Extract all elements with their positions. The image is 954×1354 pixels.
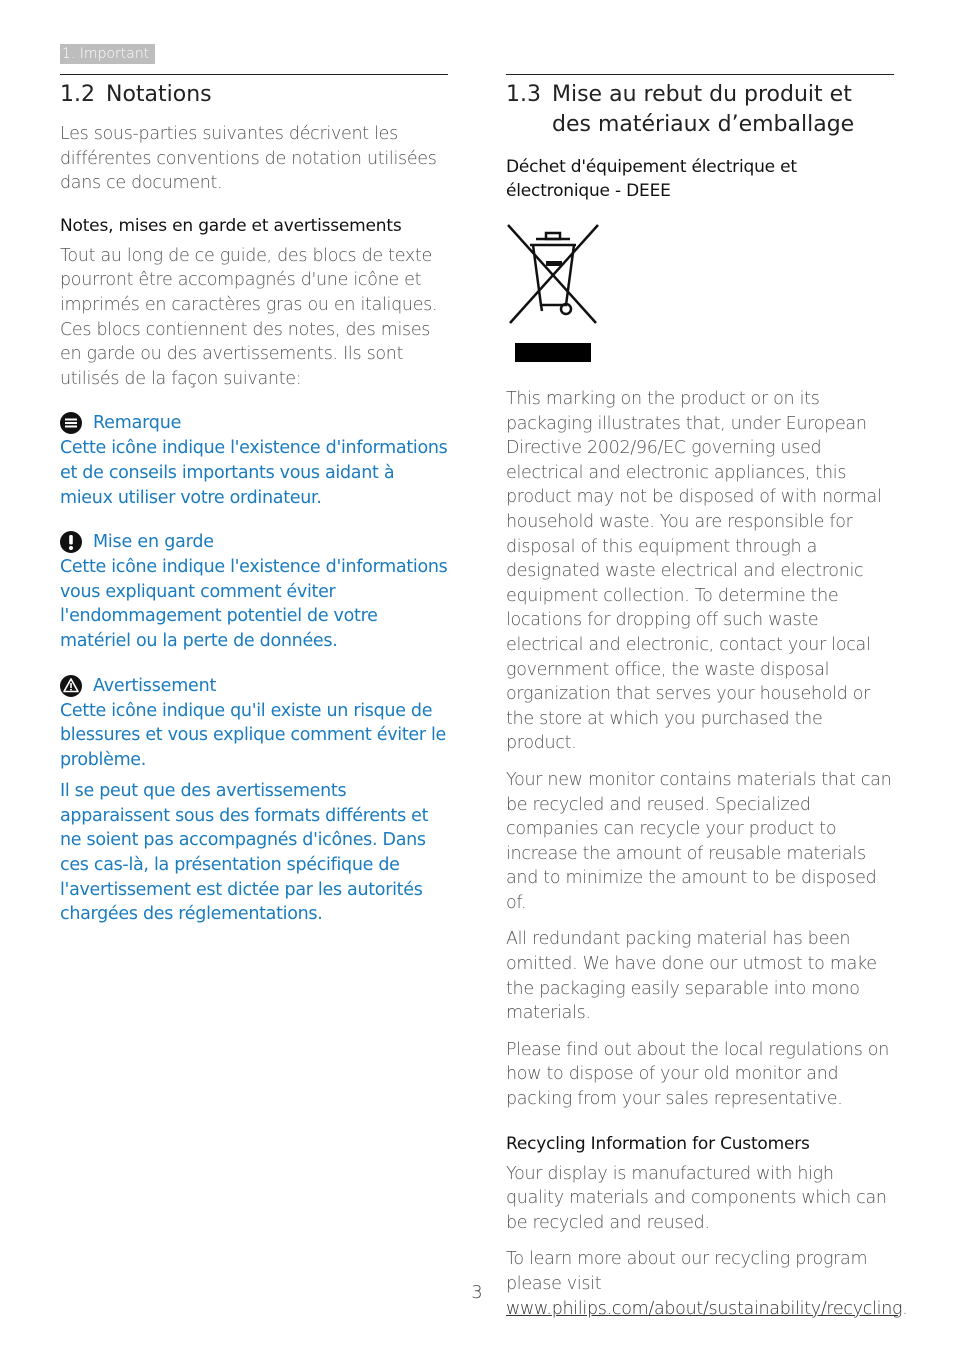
crossed-out-wheeled-bin-icon <box>506 223 602 363</box>
warning-icon <box>60 675 82 697</box>
note-icon <box>60 412 82 434</box>
recycling-text: Your display is manufactured with high quality materials and components which can be recycled and reused. <box>506 1163 887 1233</box>
learn-more-suffix: . <box>902 1298 908 1319</box>
closing-paragraph: Il se peut que des avertissements apparaissent sous des formats différents et ne soient pas accompagnés d'icônes. Dans ces cas-là, la présentation spécifique de l'avertissement est dictée par les autorités chargées des réglementations. <box>60 781 429 925</box>
section-divider <box>60 74 448 75</box>
page-number: 3 <box>471 1282 483 1303</box>
warning-title: Avertissement <box>93 675 217 696</box>
warning-text: Cette icône indique qu'il existe un risque de blessures et vous explique comment éviter le problème. <box>60 700 447 770</box>
section-title: Mise au rebut du produit et des matériaux d’emballage <box>552 82 855 137</box>
section-heading-notations <box>60 80 448 110</box>
subheading: Notes, mises en garde et avertissements <box>60 215 402 236</box>
caution-icon <box>60 531 82 553</box>
packing-paragraph: All redundant packing material has been omitted. We have done our utmost to make the packaging easily separable into mono materials. <box>506 929 877 1024</box>
section-title: Notations <box>106 82 212 107</box>
disposal-paragraphs <box>506 387 894 1112</box>
recycling-link[interactable]: www.philips.com/about/sustainability/recycling <box>506 1298 903 1319</box>
right-column <box>506 74 908 1321</box>
note-block-mise-en-garde <box>60 530 448 653</box>
note-text: Cette icône indique l'existence d'informations et de conseils importants vous aidant à mieux utiliser votre ordinateur. <box>60 438 448 508</box>
weee-subheading: Déchet d'équipement électrique et électronique - DEEE <box>506 157 797 201</box>
recycle-paragraph: Your new monitor contains materials that can be recycled and reused. Specialized companies can recycle your product to increase the amount of reusable materials and to minimize the amount to be disposed of. <box>506 769 892 913</box>
recycling-heading: Recycling Information for Customers <box>506 1133 810 1154</box>
section-number: 1.3 <box>506 82 541 107</box>
disposal-paragraph: This marking on the product or on its packaging illustrates that, under European Directive 2002/96/EC governing used electrical and electronic appliances, this product may not be disposed of with normal household waste. You are responsible for disposal of this equipment through a designated waste electrical and electronic equipment collection. To determine the locations for dropping off such waste electrical and electronic, contact your local government office, the waste disposal organization that serves your household or the store at which you purchased the product. <box>506 389 882 754</box>
note-title: Remarque <box>93 413 182 434</box>
note-block-avertissement <box>60 674 448 773</box>
regulations-paragraph: Please find out about the local regulations on how to dispose of your old monitor and packing from your sales representative. <box>506 1039 889 1110</box>
chapter-tab: 1. Important <box>60 44 155 64</box>
left-column <box>60 74 448 927</box>
weee-bar <box>515 343 591 362</box>
section-number: 1.2 <box>60 82 95 107</box>
section-divider <box>506 74 894 75</box>
learn-more-prefix: To learn more about our recycling program please visit <box>506 1249 868 1294</box>
section-heading-disposal <box>506 80 894 140</box>
intro-paragraph: Les sous-parties suivantes décrivent les différentes conventions de notation utilisées dans ce document. <box>60 124 437 194</box>
caution-text: Cette icône indique l'existence d'informations vous expliquant comment éviter l'endommagement potentiel de votre matériel ou la perte de données. <box>60 557 448 651</box>
notations-paragraph: Tout au long de ce guide, des blocs de texte pourront être accompagnés d'une icône et imprimés en caractères gras ou en italiques. Ces blocs contiennent des notes, des mises en garde ou des avertissements. Ils sont utilisés de la façon suivante: <box>60 245 438 389</box>
note-block-remarque <box>60 411 448 510</box>
caution-title: Mise en garde <box>93 532 214 553</box>
